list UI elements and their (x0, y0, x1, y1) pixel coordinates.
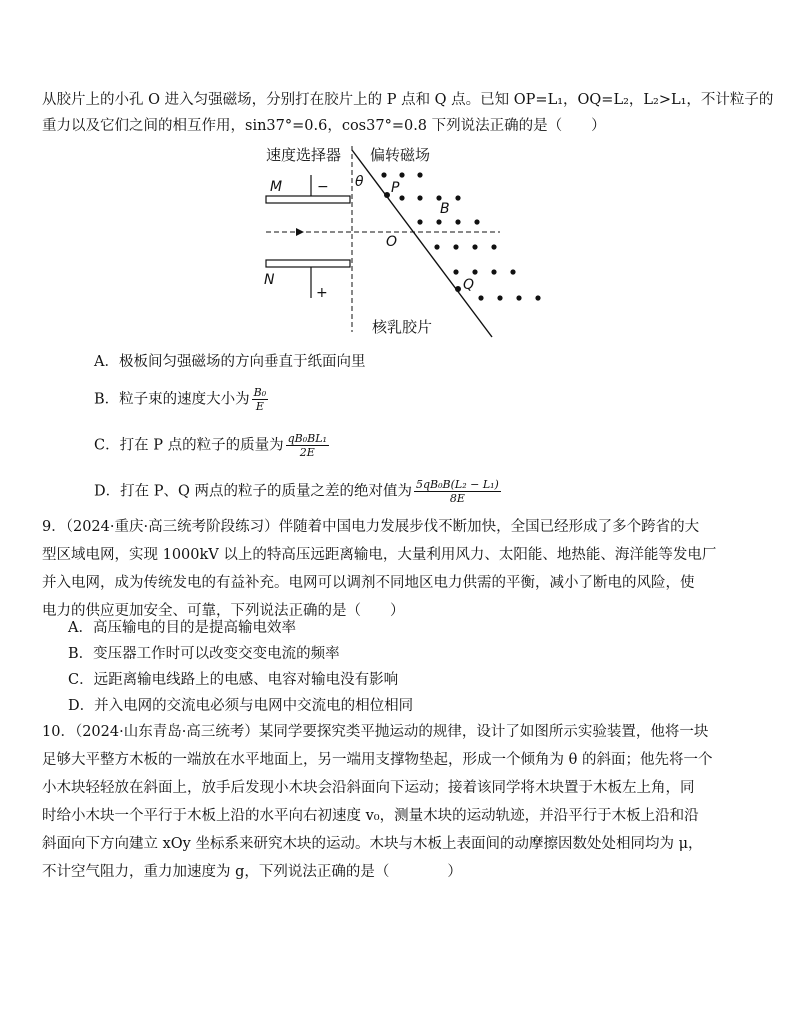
plate-m (266, 196, 350, 203)
q9-line-2: 型区域电网，实现 1000kV 以上的特高压远距离输电，大量利用风力、太阳能、地热能、海洋能等发电厂 (42, 547, 717, 563)
q8-option-b-fraction (252, 386, 269, 413)
label-minus: − (317, 179, 329, 195)
label-velocity-selector: 速度选择器 (266, 146, 342, 164)
q8-option-d-denominator: 8E (449, 492, 465, 505)
emulsion-film (352, 150, 492, 337)
q9-option-d: D．并入电网的交流电必须与电网中交流电的相位相同 (68, 698, 414, 714)
q8-option-b-numerator: B₀ (253, 386, 267, 399)
label-theta: θ (355, 174, 364, 190)
label-n: N (264, 272, 275, 288)
q8-option-a: A．极板间匀强磁场的方向垂直于纸面向里 (94, 354, 366, 370)
q8-option-c-fraction (286, 432, 329, 459)
q8-option-d-numerator: 5qB₀B(L₂ − L₁) (416, 478, 499, 491)
point-q (455, 286, 461, 292)
q10-line-2: 足够大平整方木板的一端放在水平地面上，另一端用支撑物垫起，形成一个倾角为 θ 的斜面；他先将一个 (42, 752, 713, 768)
q8-option-c-denominator: 2E (299, 446, 315, 459)
q8-option-c-numerator: qB₀BL₁ (287, 432, 327, 445)
label-plus: + (316, 285, 328, 301)
q8-option-b-denominator: E (255, 400, 264, 413)
label-q: Q (463, 277, 475, 293)
q10-line-6: 不计空气阻力，重力加速度为 g，下列说法正确的是（ ） (42, 864, 462, 880)
magnetic-field-dots (381, 172, 540, 300)
q9-line-4: 电力的供应更加安全、可靠，下列说法正确的是（ ） (42, 603, 405, 619)
point-p (384, 192, 390, 198)
label-m: M (270, 179, 283, 195)
q8-option-b-text: B．粒子束的速度大小为 (94, 391, 250, 408)
label-deflection-field: 偏转磁场 (370, 146, 431, 164)
q10-line-1: 10．（2024·山东青岛·高三统考）某同学要探究类平抛运动的规律，设计了如图所示实验装置，他将一块 (42, 724, 709, 740)
plate-n (266, 260, 350, 267)
q10-line-4: 时给小木块一个平行于木板上沿的水平向右初速度 v₀，测量木块的运动轨迹，并沿平行于木板上沿和沿 (42, 808, 699, 824)
label-p: P (391, 180, 400, 196)
q9-option-c: C．远距离输电线路上的电感、电容对输电没有影响 (68, 672, 399, 688)
q8-option-d-fraction (414, 478, 501, 505)
beam-arrow-icon (296, 228, 304, 236)
q9-option-b: B．变压器工作时可以改变交变电流的频率 (68, 646, 340, 662)
q8-option-d (94, 478, 501, 505)
label-b: B (440, 201, 450, 217)
label-emulsion-film: 核乳胶片 (372, 318, 433, 336)
q9-line-1: 9．（2024·重庆·高三统考阶段练习）伴随着中国电力发展步伐不断加快，全国已经形成了多个跨省的大 (42, 519, 700, 535)
q8-option-d-text: D．打在 P、Q 两点的粒子的质量之差的绝对值为 (94, 483, 412, 500)
q8-intro-line-2: 重力以及它们之间的相互作用，sin37°=0.6，cos37°=0.8 下列说法正确的是（ ） (42, 118, 606, 134)
label-o: O (386, 234, 398, 250)
q8-option-b (94, 386, 268, 413)
q10-line-5: 斜面向下方向建立 xOy 坐标系来研究木块的运动。木块与木板上表面间的动摩擦因数处处相同均为 μ， (42, 836, 703, 852)
velocity-selector-figure (0, 0, 800, 360)
q8-option-c (94, 432, 329, 459)
q8-option-c-text: C．打在 P 点的粒子的质量为 (94, 437, 284, 454)
q9-line-3: 并入电网，成为传统发电的有益补充。电网可以调剂不同地区电力供需的平衡，减小了断电的风险，使 (42, 575, 695, 591)
q8-intro-line-1: 从胶片上的小孔 O 进入匀强磁场，分别打在胶片上的 P 点和 Q 点。已知 OP=L₁，OQ=L₂，L₂>L₁，不计粒子的 (42, 92, 774, 108)
q10-line-3: 小木块轻轻放在斜面上，放手后发现小木块会沿斜面向下运动；接着该同学将木块置于木板左上角，同 (42, 780, 695, 796)
q9-option-a: A．高压输电的目的是提高输电效率 (68, 620, 296, 636)
